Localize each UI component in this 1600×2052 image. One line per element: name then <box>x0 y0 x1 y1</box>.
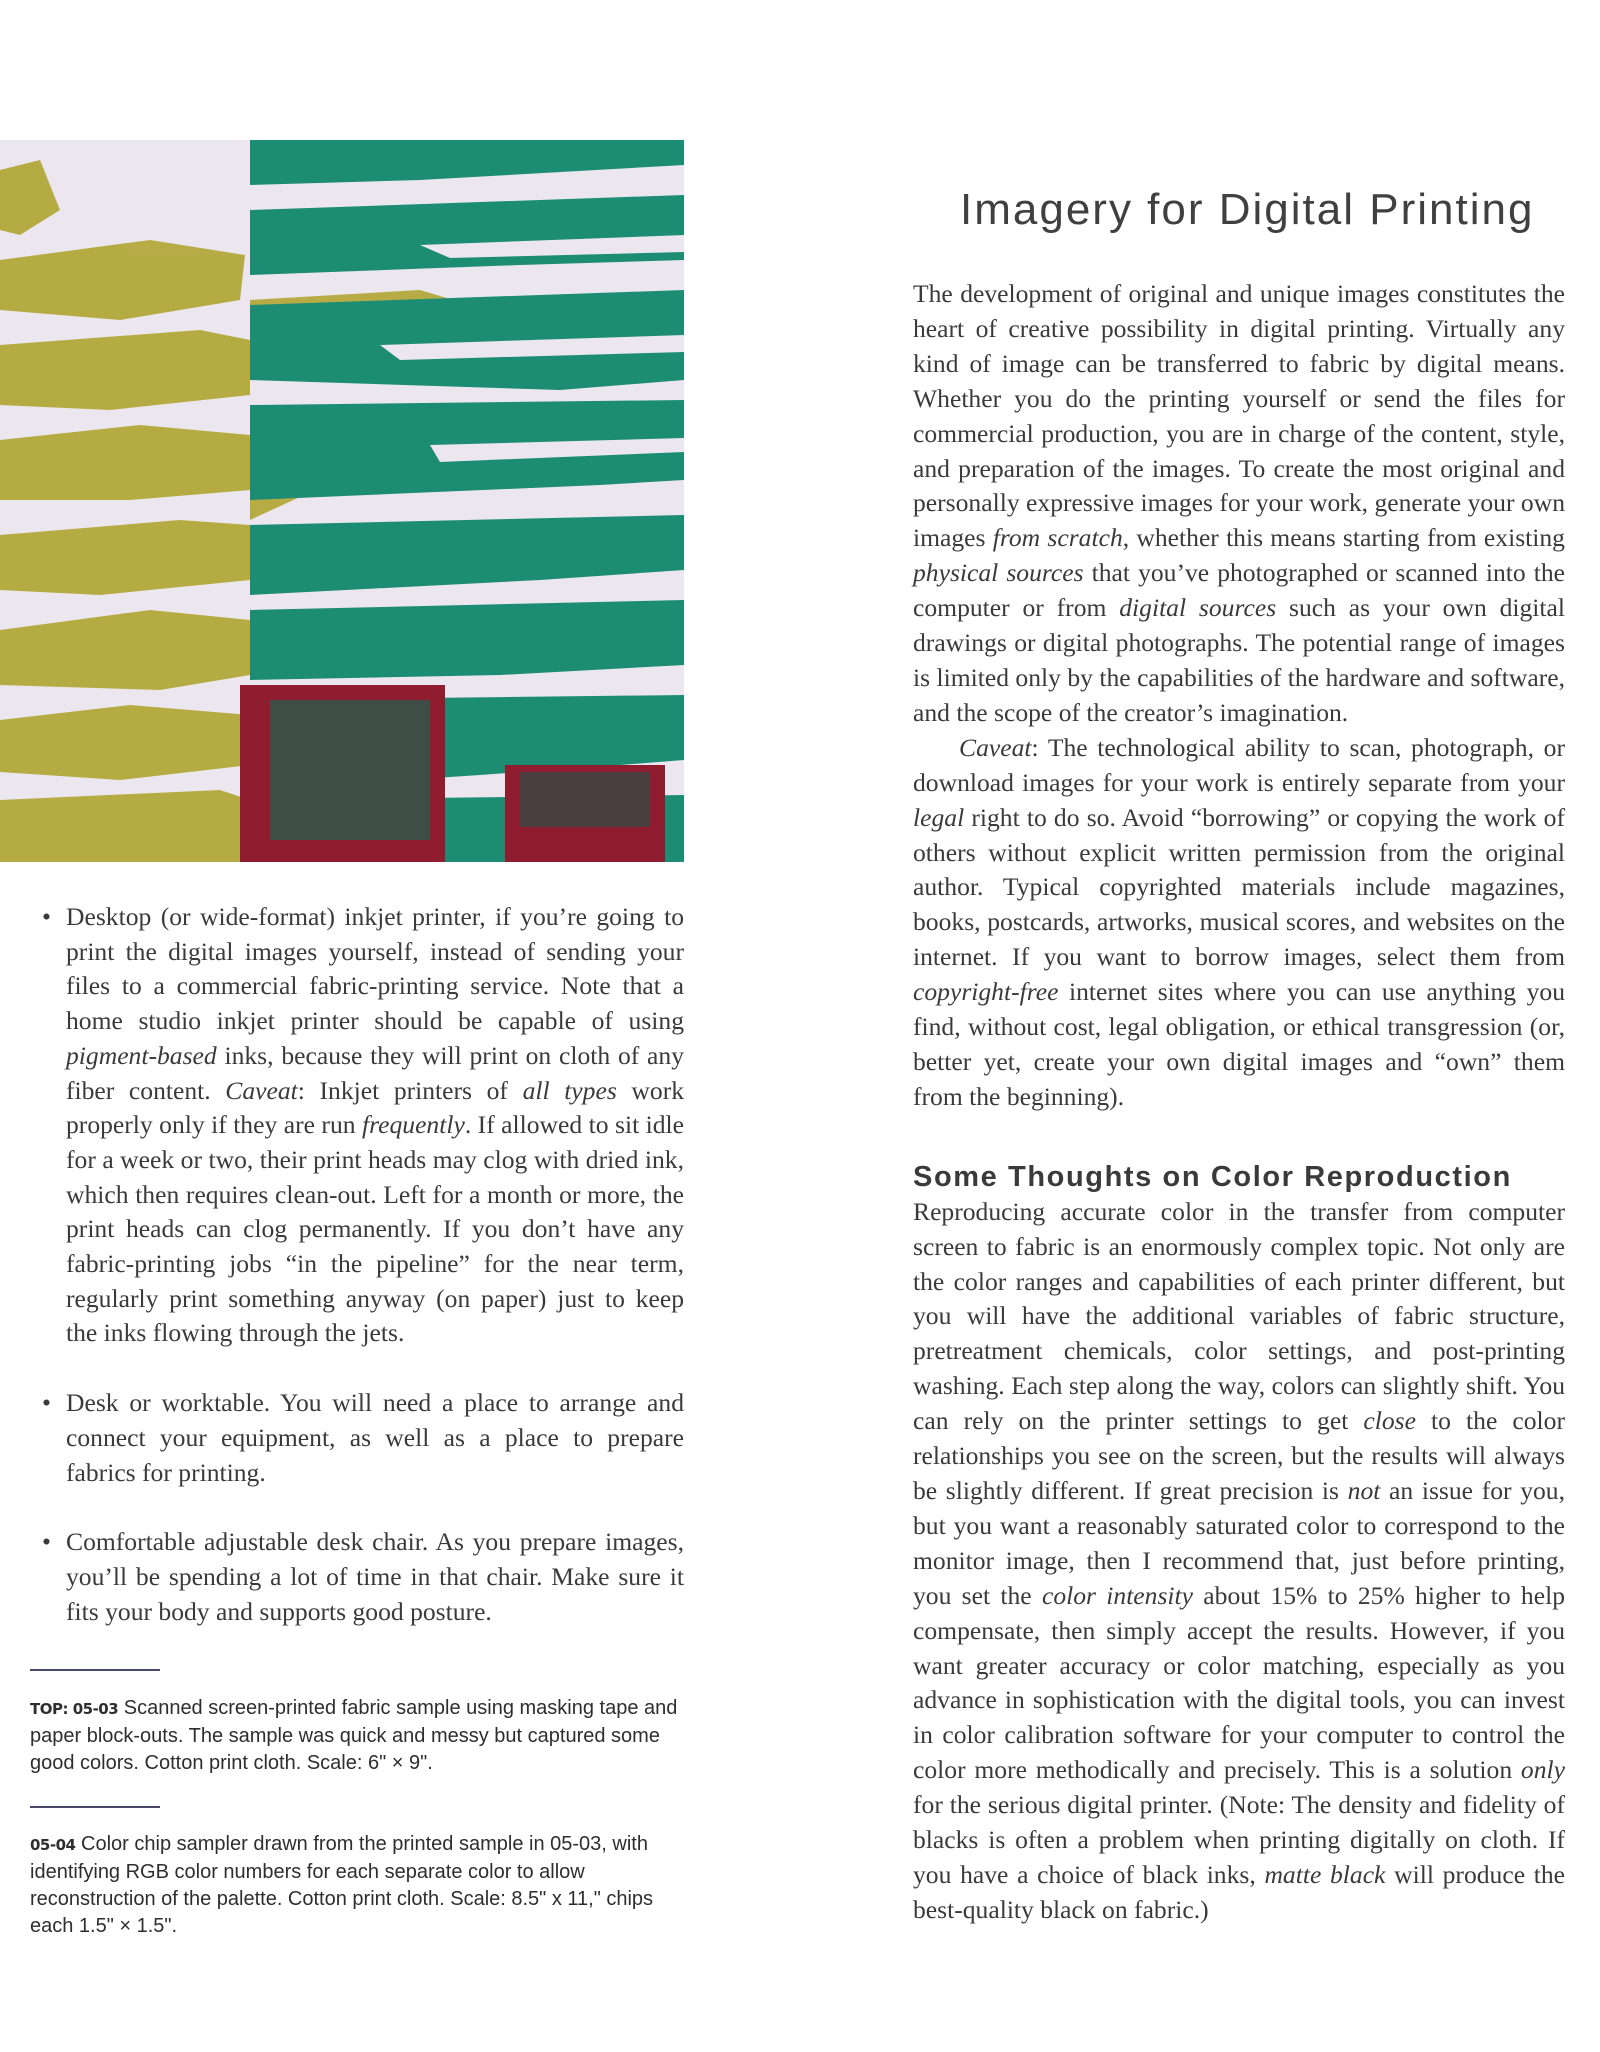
caption-rule <box>30 1669 160 1671</box>
emphasis: legal <box>913 802 965 832</box>
emphasis: only <box>1520 1755 1565 1785</box>
text-run: an issue for you, but you want a reasonably saturated color to correspond to the monitor image, then I recommend that, just before printing, you set the <box>913 1476 1565 1610</box>
text-run: , whether this means starting from existing <box>1122 523 1565 553</box>
emphasis: color intensity <box>1041 1580 1193 1610</box>
emphasis: copyright-free <box>913 977 1059 1007</box>
bullet-text: Desk or worktable. You will need a place to arrange and connect your equipment, as well as a place to prepare fabrics for printing. <box>66 1388 684 1487</box>
text-run: right to do so. Avoid “borrowing” or copying the work of others without explicit written permission from the original author. Typical copyrighted materials include magazines, books, postcards, artworks, musical scores, and websites on the internet. If you want to borrow images, select them from <box>913 802 1565 972</box>
emphasis: matte black <box>1264 1859 1386 1889</box>
text-run: : Inkjet printers of <box>297 1075 523 1105</box>
text-run: about 15% to 25% higher to help compensate, then simply accept the results. However, if you want greater accuracy or color matching, especially as you advance in sophistication with the digital tools, you can invest in color calibration software for your computer to control the color more methodically and precisely. This is a solution <box>913 1580 1565 1785</box>
bullet-mark: • <box>42 902 51 931</box>
text-run: that you’ve photographed or scanned into the computer or from <box>913 558 1565 623</box>
text-run: internet sites where you can use anything you find, without cost, legal obligation, or ethical transgression (or, better yet, create your own digital images and “own” them from the beginning). <box>913 977 1565 1111</box>
paragraph <box>913 1195 1565 1928</box>
text-run: such as your own digital drawings or digital photographs. The potential range of images is limited only by the capabilities of the hardware and software, and the scope of the creator’s imagination. <box>913 593 1565 727</box>
list-item <box>30 900 684 1351</box>
emphasis: close <box>1363 1406 1416 1436</box>
emphasis: frequently <box>362 1110 465 1140</box>
text-run: work properly only if they are run <box>66 1075 685 1140</box>
main-text <box>913 277 1565 1928</box>
fabric-sample-image <box>0 140 684 862</box>
caption-text: Color chip sampler drawn from the printed sample in 05-03, with identifying RGB color numbers for each separate color to allow reconstruction of the palette. Cotton print cloth. Scale: 8.5" x 11," chips each 1.5" × 1.5". <box>30 1833 654 1937</box>
emphasis: not <box>1347 1476 1381 1505</box>
text-run: . If allowed to sit idle for a week or two, their print heads may clog with dried ink, which then requires clean-out. Left for a month or more, the print heads can clog permanently. If you don’t have any fabric-printing jobs “in the pipeline” for the near term, regularly print something anyway (on paper) just to keep the inks flowing through the jets. <box>66 1110 685 1348</box>
bullet-text: Comfortable adjustable desk chair. As you prepare images, you’ll be spending a lot of time in that chair. Make sure it fits your body and supports good posture. <box>66 1527 684 1626</box>
caption-label: TOP: 05-03 <box>30 1700 119 1718</box>
text-run: Desktop (or wide-format) inkjet printer, if you’re going to print the digital images yourself, instead of sending your files to a commercial fabric-printing service. Note that a home studio inkjet printer should be capable of using <box>66 902 684 1036</box>
text-run: for the serious digital printer. (Note: The density and fidelity of blacks is often a problem when printing digitally on cloth. If you have a choice of black inks, <box>913 1790 1565 1889</box>
caption-rule <box>30 1806 160 1808</box>
list-item <box>30 1386 684 1490</box>
emphasis: pigment-based <box>66 1040 217 1070</box>
text-run: to the color relationships you see on the screen, but the results will always be slightly different. If great precision is <box>913 1406 1565 1505</box>
page-title: Imagery for Digital Printing <box>960 185 1535 234</box>
emphasis: physical sources <box>913 558 1084 588</box>
paragraph <box>913 731 1565 1115</box>
bullet-mark: • <box>42 1527 51 1557</box>
caption-label: 05-04 <box>30 1836 76 1854</box>
text-run: inks, because they will print on cloth of any fiber content. <box>66 1040 684 1105</box>
emphasis: from scratch <box>992 523 1123 553</box>
bullet-text <box>66 900 684 1351</box>
bullet-mark: • <box>42 1388 51 1418</box>
caption-05-04 <box>30 1831 680 1940</box>
text-run: will produce the best-quality black on fabric.) <box>913 1859 1566 1924</box>
text-run: Reproducing accurate color in the transfer from computer screen to fabric is an enormously complex topic. Not only are the color ranges and capabilities of each printer different, but you will have the additional variables of fabric structure, pretreatment chemicals, color settings, and post-printing washing. Each step along the way, colors can slightly shift. You can rely on the printer settings to get <box>913 1196 1565 1436</box>
emphasis: all types <box>522 1075 617 1105</box>
section-heading: Some Thoughts on Color Reproduction <box>913 1160 1512 1193</box>
text-run: The development of original and unique images constitutes the heart of creative possibility in digital printing. Virtually any kind of image can be transferred to fabric by digital means. Whether you do the printing yourself or send the files for commercial production, you are in charge of the content, style, and preparation of the images. To create the most original and personally expressive images for your work, generate your own images <box>913 279 1565 553</box>
emphasis: Caveat <box>225 1075 298 1105</box>
emphasis: digital sources <box>1119 593 1277 623</box>
caption-text: Scanned screen-printed fabric sample using masking tape and paper block-outs. The sample was quick and messy but captured some good colors. Cotton print cloth. Scale: 6" × 9". <box>30 1697 678 1774</box>
paragraph <box>913 277 1565 731</box>
equipment-list <box>30 900 684 1664</box>
caption-05-03 <box>30 1695 680 1777</box>
list-item <box>30 1525 684 1629</box>
text-run: : The technological ability to scan, photograph, or download images for your work is entirely separate from your <box>913 732 1565 797</box>
emphasis: Caveat <box>959 732 1032 762</box>
